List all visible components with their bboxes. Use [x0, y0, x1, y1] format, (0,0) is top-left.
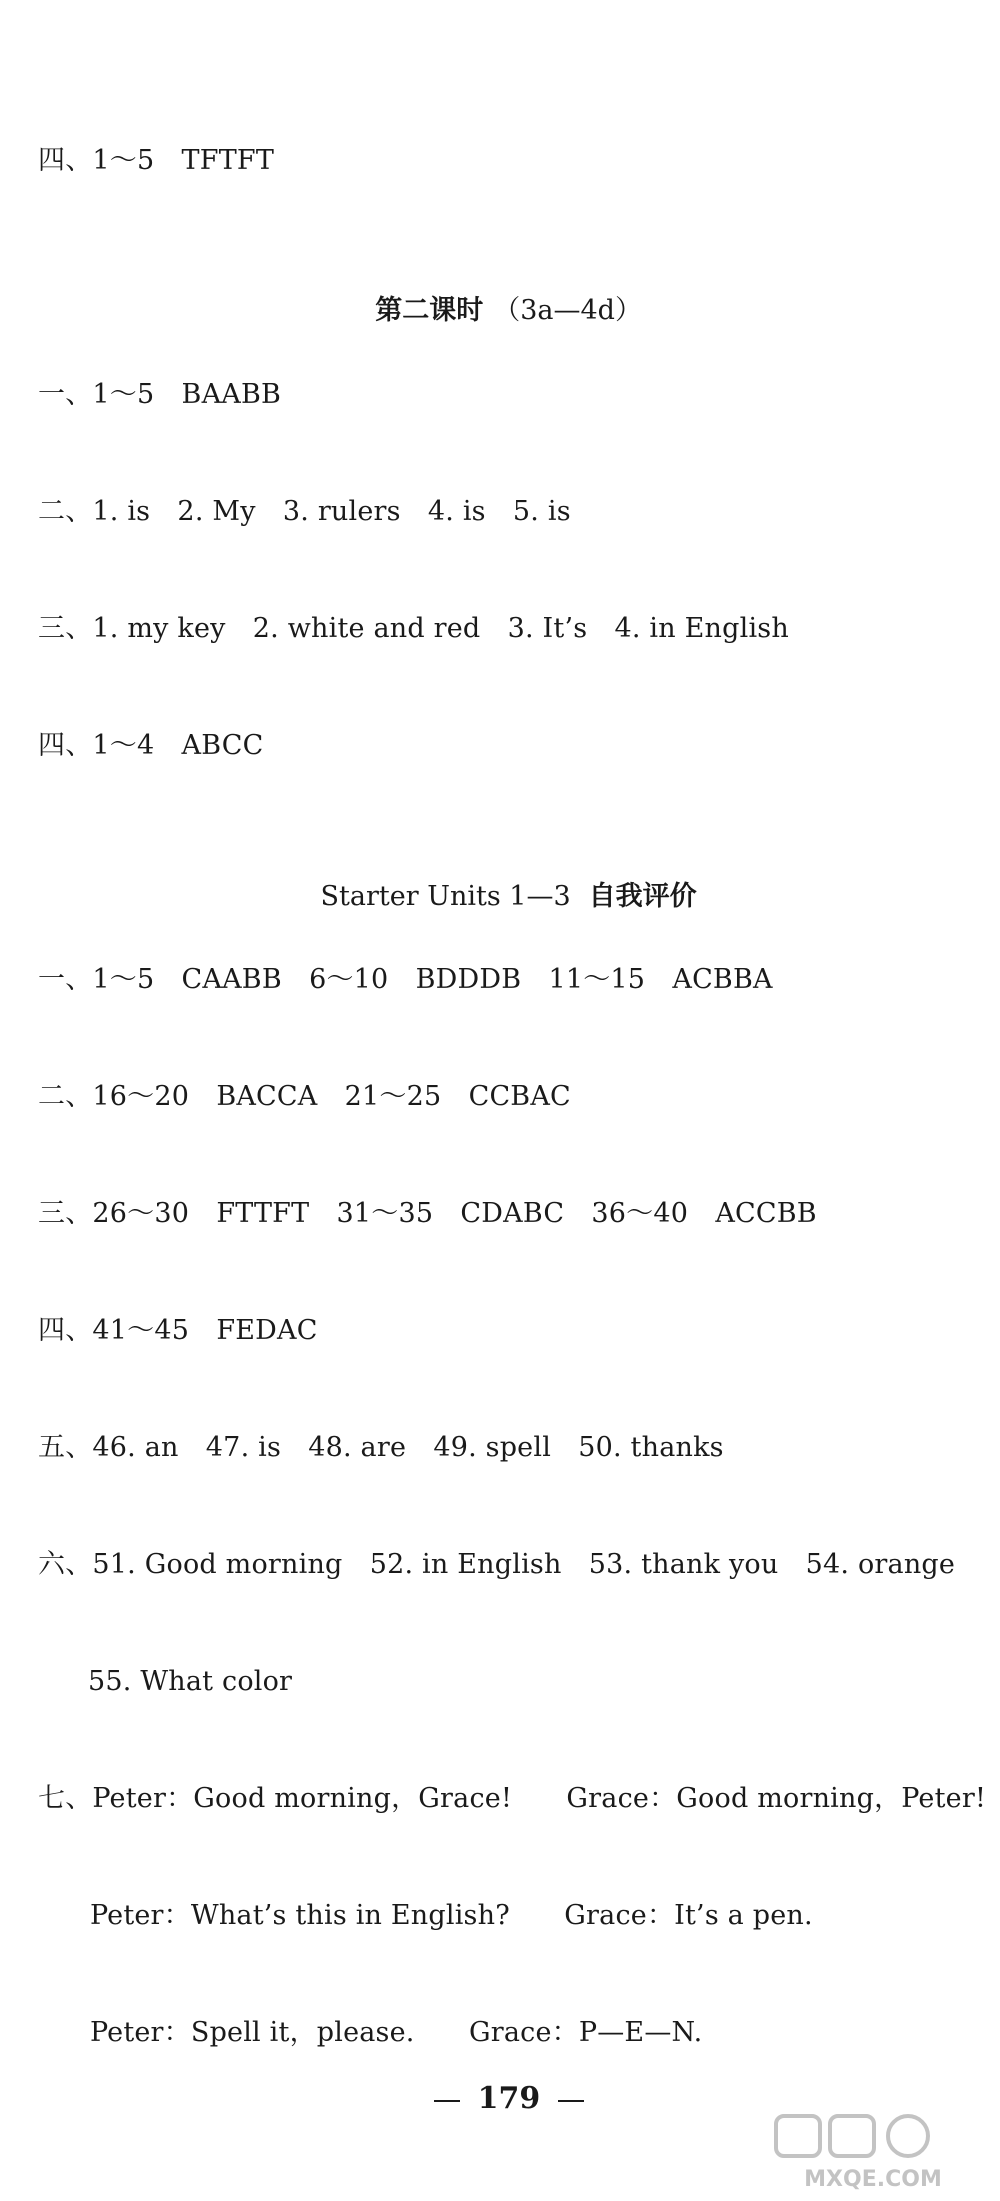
section-heading-lesson-2	[0, 260, 1000, 328]
watermark-box-1	[776, 2116, 820, 2156]
heading-lesson-label: 第二课时	[375, 295, 484, 326]
heading-self-eval-label: 自我评价	[588, 881, 697, 912]
answer-line-8: 三、26～30 FTTFT 31～35 CDABC 36～40 ACCBB	[38, 1198, 817, 1229]
answer-line-15: Peter：Spell it，please. Grace：P—E—N.	[90, 2017, 703, 2048]
answer-line-4: 三、1. my key 2. white and red 3. It’s 4. in English	[38, 613, 789, 644]
watermark-circle	[888, 2116, 928, 2156]
page-number: 179	[477, 2081, 541, 2116]
watermark-box-2	[830, 2116, 874, 2156]
page-footer	[0, 2048, 1000, 2116]
answer-line-9: 四、41～45 FEDAC	[38, 1315, 318, 1346]
answer-line-10: 五、46. an 47. is 48. are 49. spell 50. thanks	[38, 1432, 724, 1463]
answer-line-3: 二、1. is 2. My 3. rulers 4. is 5. is	[38, 496, 571, 527]
answer-line-1: 四、1～5 TFTFT	[38, 145, 275, 176]
footer-dash-right	[558, 2100, 584, 2102]
answer-line-7: 二、16～20 BACCA 21～25 CCBAC	[38, 1081, 571, 1112]
footer-dash-left	[434, 2100, 460, 2102]
section-heading-self-evaluation	[0, 846, 1000, 914]
heading-units-range: Starter Units 1—3	[320, 881, 571, 912]
answer-line-6: 一、1～5 CAABB 6～10 BDDDB 11～15 ACBBA	[38, 964, 773, 995]
answer-line-2: 一、1～5 BAABB	[38, 379, 282, 410]
answer-line-5: 四、1～4 ABCC	[38, 730, 264, 761]
answer-line-14: Peter：What’s this in English? Grace：It’s a pen.	[90, 1900, 813, 1931]
answer-line-13: 七、Peter：Good morning，Grace! Grace：Good morning，Peter!	[38, 1783, 986, 1814]
watermark-logo	[758, 2112, 988, 2194]
answer-line-12: 55. What color	[88, 1666, 293, 1697]
heading-lesson-range: （3a—4d）	[493, 295, 642, 326]
watermark-text: MXQE.COM	[804, 2167, 942, 2192]
answer-line-11: 六、51. Good morning 52. in English 53. thank you 54. orange	[38, 1549, 956, 1580]
